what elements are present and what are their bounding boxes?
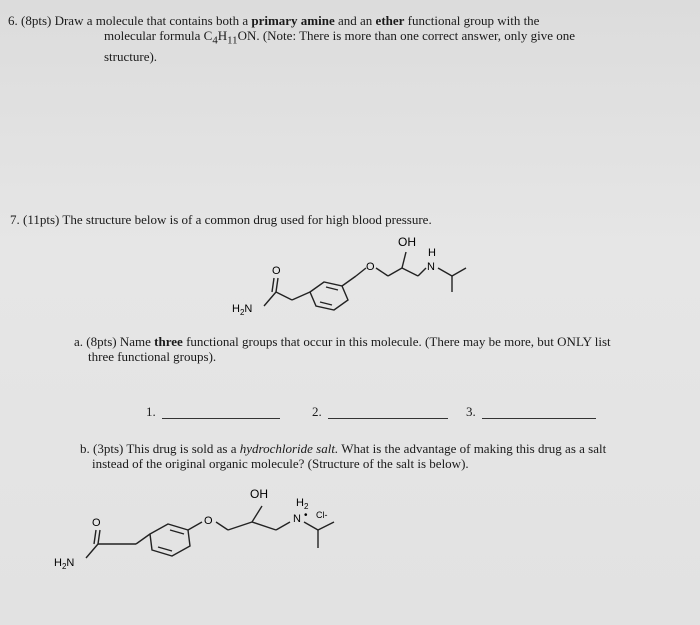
mol2-carbonyl-o: O (92, 517, 101, 529)
q6-ether: ether (375, 13, 405, 28)
q6-number: 6. (8, 13, 18, 28)
blank-2-label: 2. (312, 404, 322, 419)
qa-line-2: three functional groups). (88, 349, 217, 364)
question-6 (8, 13, 688, 64)
blank-1-label: 1. (146, 404, 156, 419)
mol1-h2n-label: $H_2N$ (232, 303, 253, 317)
answer-blanks (0, 404, 700, 424)
q6-line-2 (8, 28, 688, 49)
qb-line-2: instead of the original organic molecule? (Structure of the salt is below). (92, 456, 469, 471)
qb-text-b: What is the advantage of making this drug as a salt (341, 441, 607, 456)
q7-text: The structure below is of a common drug used for high blood pressure. (62, 212, 432, 227)
qa-three: three (154, 334, 183, 349)
mol1-ether-o: O (366, 261, 375, 273)
question-b (80, 441, 680, 471)
qb-salt: hydrochloride salt. (239, 441, 339, 456)
qa-text-a: Name (119, 334, 151, 349)
qb-label: b. (80, 441, 90, 456)
molecule-structure-2 (40, 478, 370, 578)
question-a (74, 334, 684, 364)
qa-label: a. (74, 334, 84, 349)
mol2-ether-o: O (204, 515, 213, 527)
question-7 (10, 212, 650, 227)
blank-1-line[interactable] (162, 418, 280, 419)
q6-text-1c: functional group with the (407, 13, 540, 28)
mol1-carbonyl-o: O (272, 265, 281, 277)
q6-formula-b: ON. (Note: There is more than one correct answer, only give one (237, 28, 576, 43)
q6-formula-sub1: 4 (212, 34, 218, 47)
mol2-h2n-label: $H_2N$ (54, 557, 75, 571)
mol1-amine-h: H (428, 247, 436, 259)
q7-number: 7. (10, 212, 20, 227)
q6-points: (8pts) (21, 13, 52, 28)
qa-points: (8pts) (86, 334, 117, 349)
qb-text-a: This drug is sold as a (126, 441, 237, 456)
q6-text-1b: and an (338, 13, 373, 28)
molecule-structure-1 (220, 230, 500, 330)
qb-points: (3pts) (93, 441, 124, 456)
q7-points: (11pts) (23, 212, 60, 227)
q6-formula-h: H (217, 28, 228, 43)
mol2-chloride: Cl- (316, 510, 328, 520)
qa-text-b: functional groups that occur in this molecule. (There may be more, but ONLY list (186, 334, 611, 349)
mol1-amine-n: N (427, 261, 435, 273)
mol2-ammonium-n: N (293, 513, 301, 525)
q6-line-3: structure). (104, 48, 158, 64)
q6-text-1a: Draw a molecule that contains both a (54, 13, 249, 28)
mol2-h2-label: $H_2$ (296, 497, 309, 511)
q6-formula-sub2: 11 (227, 34, 238, 47)
mol2-oh-label: OH (250, 487, 268, 501)
q6-formula-a: molecular formula C (104, 28, 213, 43)
blank-2-line[interactable] (328, 418, 448, 419)
q6-primary-amine: primary amine (251, 13, 335, 28)
blank-3-line[interactable] (482, 418, 596, 419)
mol1-oh-label: OH (398, 235, 416, 249)
blank-3-label: 3. (466, 404, 476, 419)
mol2-plus-dot: • (304, 510, 308, 521)
